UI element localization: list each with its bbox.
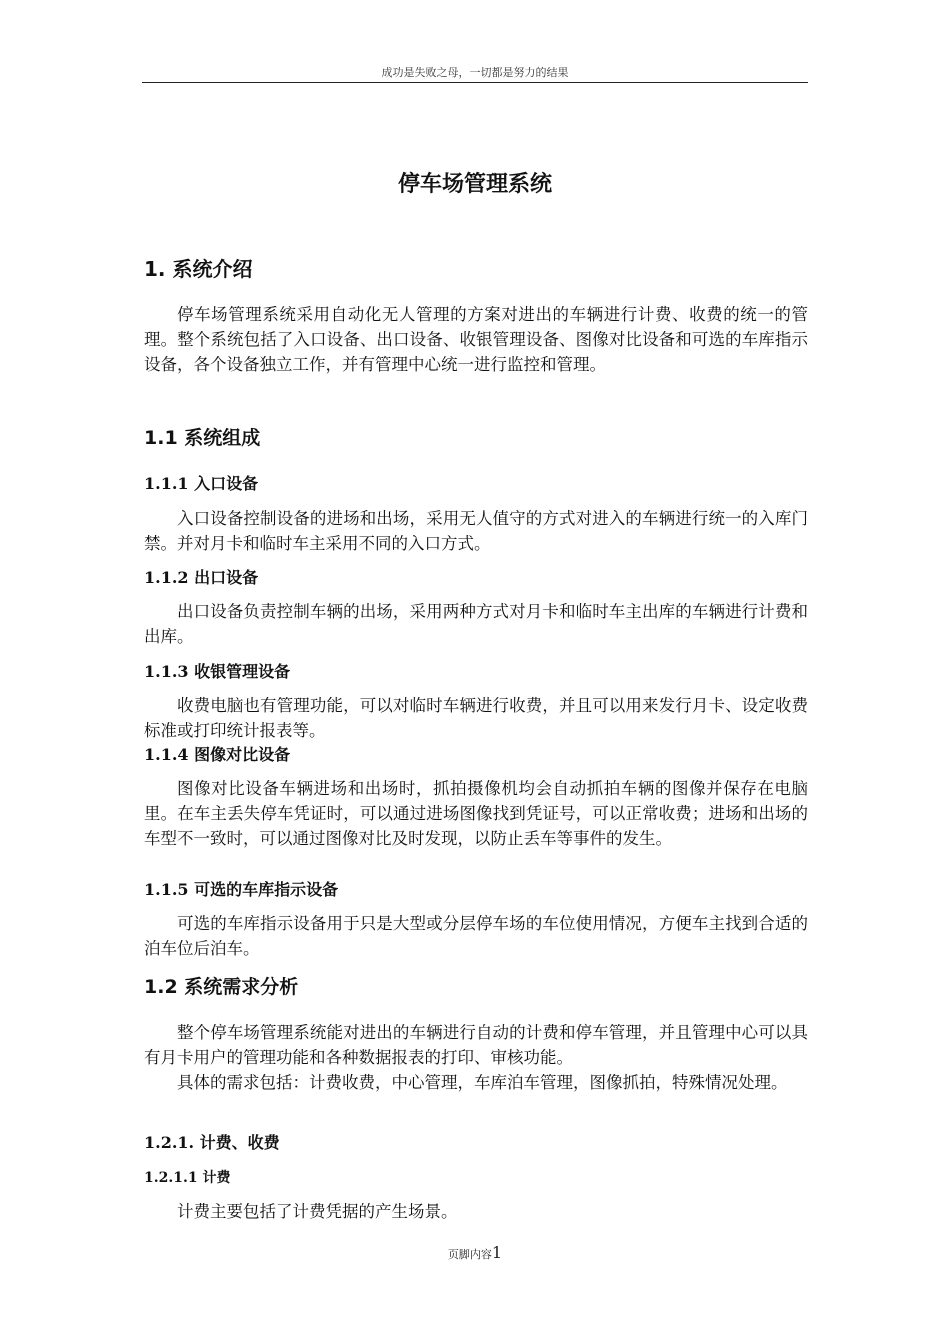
heading-cashier-device: 1.1.3 收银管理设备 <box>144 662 291 681</box>
paragraph-image-compare-device: 图像对比设备车辆进场和出场时，抓拍摄像机均会自动抓拍车辆的图像并保存在电脑里。在车主丢失停车凭证时，可以通过进场图像找到凭证号，可以正常收费；进场和出场的车型不一致时，可以通过图像对比及时发现，以防止丢车等事件的发生。 <box>144 779 808 848</box>
footer-label: 页脚内容 <box>447 1248 492 1261</box>
document-title: 停车场管理系统 <box>397 172 552 197</box>
heading-system-composition: 1.1 系统组成 <box>144 427 261 449</box>
paragraph-requirements-2: 具体的需求包括：计费收费，中心管理，车库泊车管理，图像抓拍，特殊情况处理。 <box>177 1073 788 1092</box>
paragraph-system-intro: 停车场管理系统采用自动化无人管理的方案对进出的车辆进行计费、收费的统一的管理。整个系统包括了入口设备、出口设备、收银管理设备、图像对比设备和可选的车库指示设备，各个设备独立工作，并有管理中心统一进行监控和管理。 <box>144 305 808 374</box>
heading-requirements-analysis: 1.2 系统需求分析 <box>144 976 299 998</box>
paragraph-cashier-device: 收费电脑也有管理功能，可以对临时车辆进行收费，并且可以用来发行月卡、设定收费标准或打印统计报表等。 <box>144 696 808 740</box>
heading-exit-device: 1.1.2 出口设备 <box>144 568 259 587</box>
heading-image-compare-device: 1.1.4 图像对比设备 <box>144 745 291 764</box>
paragraph-exit-device: 出口设备负责控制车辆的出场，采用两种方式对月卡和临时车主出库的车辆进行计费和出库。 <box>144 602 808 646</box>
paragraph-billing: 计费主要包括了计费凭据的产生场景。 <box>177 1202 458 1221</box>
heading-billing: 1.2.1.1 计费 <box>144 1170 231 1186</box>
heading-garage-indicator: 1.1.5 可选的车库指示设备 <box>144 880 339 899</box>
page-footer <box>142 1244 808 1264</box>
heading-system-intro: 1. 系统介绍 <box>144 257 253 281</box>
page-header: 成功是失败之母，一切都是努力的结果 <box>381 66 569 79</box>
heading-entrance-device: 1.1.1 入口设备 <box>144 474 259 493</box>
page-number: 1 <box>491 1243 503 1262</box>
heading-billing-charging: 1.2.1. 计费、收费 <box>144 1133 280 1152</box>
paragraph-garage-indicator: 可选的车库指示设备用于只是大型或分层停车场的车位使用情况，方便车主找到合适的泊车位后泊车。 <box>144 914 808 958</box>
paragraph-requirements-1: 整个停车场管理系统能对进出的车辆进行自动的计费和停车管理，并且管理中心可以具有月卡用户的管理功能和各种数据报表的打印、审核功能。 <box>144 1023 808 1067</box>
paragraph-entrance-device: 入口设备控制设备的进场和出场，采用无人值守的方式对进入的车辆进行统一的入库门禁。并对月卡和临时车主采用不同的入口方式。 <box>144 509 808 553</box>
header-divider <box>142 82 808 83</box>
